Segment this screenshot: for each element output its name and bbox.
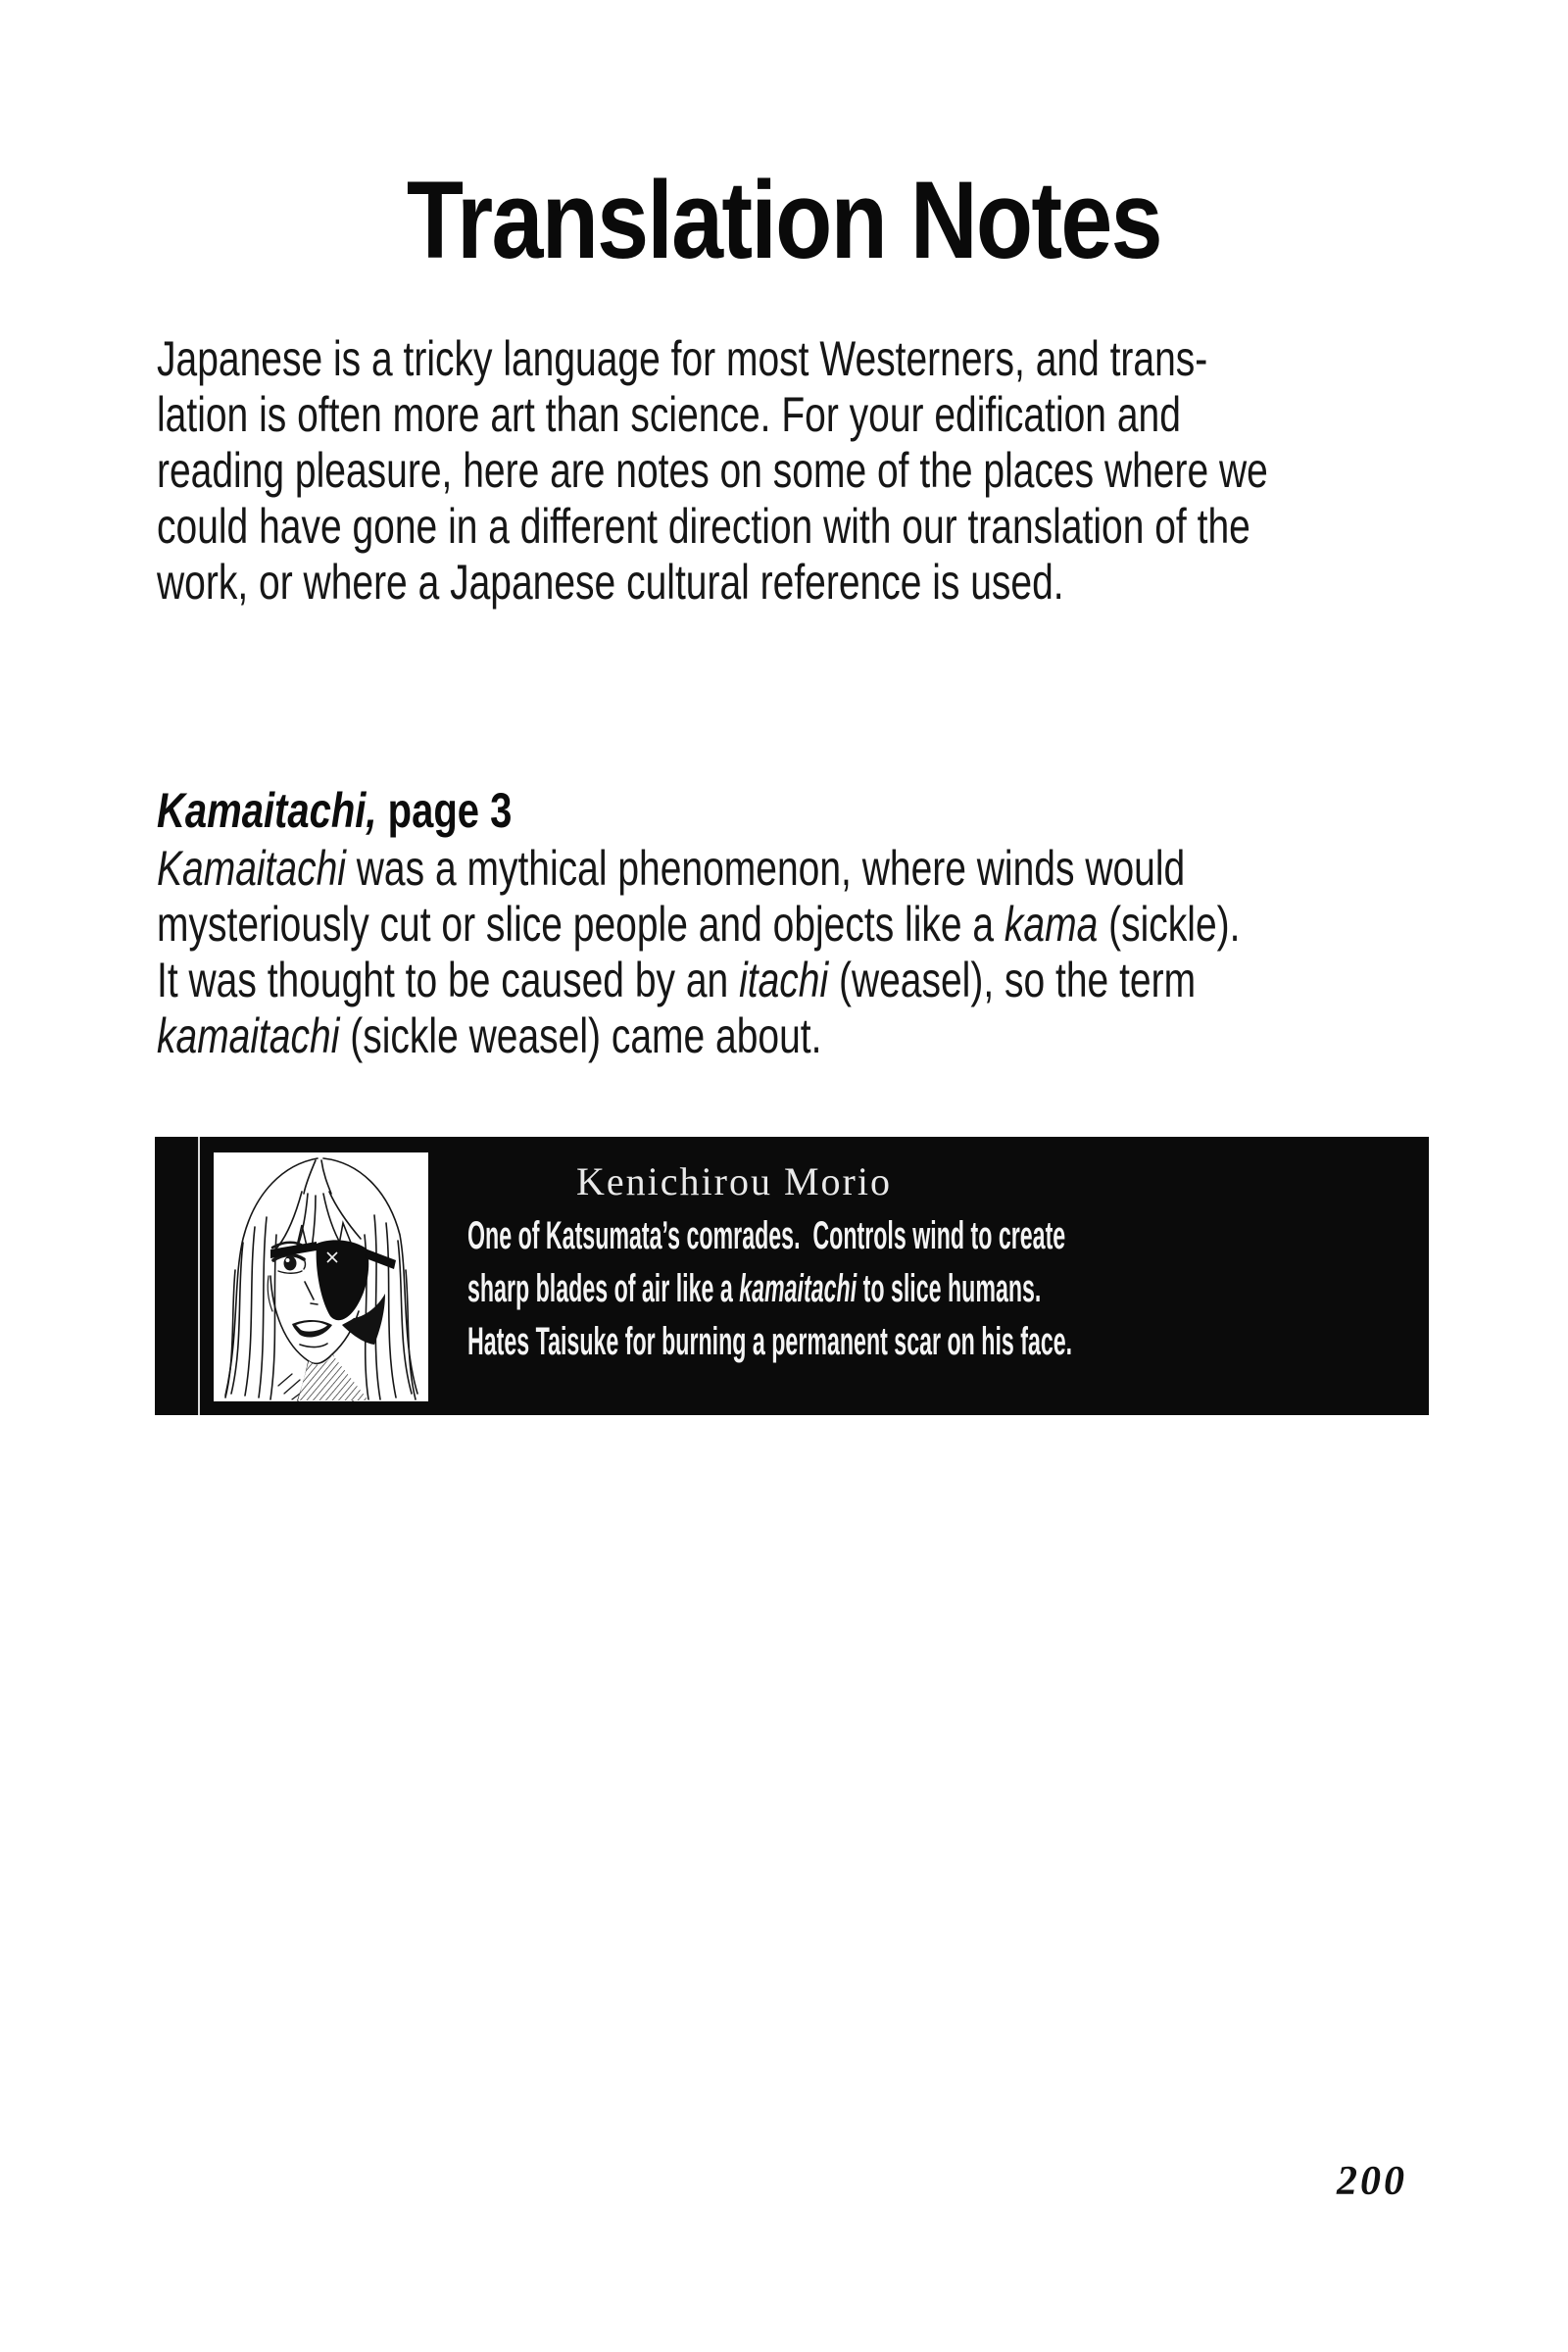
text-line: sharp blades of air like a kamaitachi to slice humans. (467, 1267, 1042, 1310)
section-heading (157, 780, 1545, 841)
section-body (157, 841, 1545, 1064)
text-line: Japanese is a tricky language for most Westerners, and trans- (157, 331, 1208, 386)
translation-note-section (157, 780, 1545, 1064)
text-line: It was thought to be caused by an itachi (weasel), so the term (157, 953, 1197, 1007)
character-portrait (214, 1152, 428, 1401)
text-line: Kamaitachi was a mythical phenomenon, where winds would (157, 841, 1186, 896)
text-line: reading pleasure, here are notes on some of the places where we (157, 443, 1268, 498)
intro-paragraph (157, 331, 1568, 611)
text-line: One of Katsumata’s comrades. Controls wind to create (467, 1214, 1066, 1257)
text-line: lation is often more art than science. For your edification and (157, 387, 1181, 442)
text-line: kamaitachi (sickle weasel) came about. (157, 1008, 822, 1063)
text-line: could have gone in a different direction with our translation of the (157, 499, 1250, 554)
character-description (467, 1209, 1510, 1368)
text-line: Kamaitachi, page 3 (157, 783, 513, 838)
page-title (0, 157, 1568, 283)
text-line: Hates Taisuke for burning a permanent scar on his face. (467, 1320, 1073, 1363)
kenichirou-portrait-illustration (214, 1152, 428, 1401)
page-number: 200 (1337, 2159, 1407, 2204)
text-line: work, or where a Japanese cultural reference is used. (157, 555, 1064, 610)
text-line: mysteriously cut or slice people and objects like a kama (sickle). (157, 897, 1241, 952)
character-card (155, 1137, 1429, 1415)
character-name: Kenichirou Morio (576, 1159, 892, 1203)
page-title-text: Translation Notes (407, 159, 1161, 281)
card-left-divider-line (198, 1137, 200, 1415)
